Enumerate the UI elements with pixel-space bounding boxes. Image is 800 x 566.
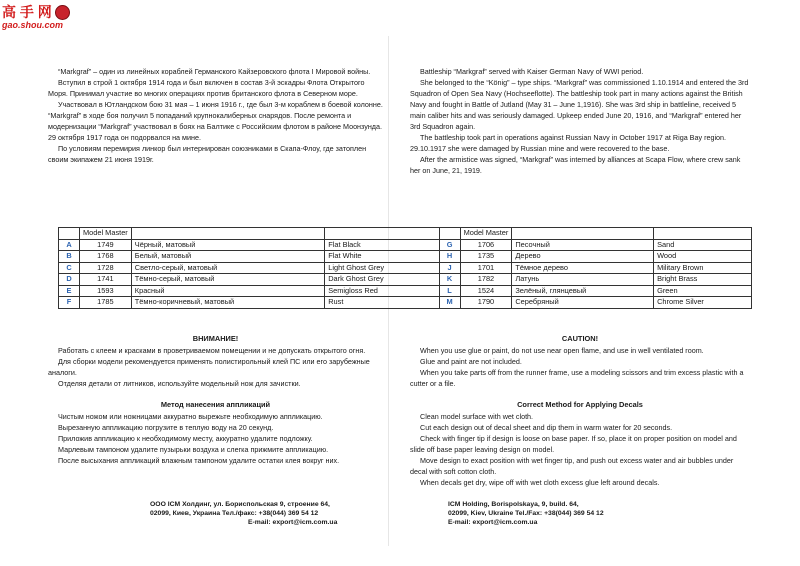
decals-en-line: Check with finger tip if design is loose on base paper. If so, place it on proper position on model and slide off base paper leaving design on model. [410, 434, 737, 454]
table-row [59, 285, 752, 297]
caution-en-title: CAUTION! [561, 334, 599, 343]
russian-history-text [48, 66, 383, 165]
paint-number: 1741 [80, 274, 132, 286]
paint-letter: H [439, 251, 460, 263]
site-watermark [2, 4, 82, 34]
paint-number: 1768 [80, 251, 132, 263]
paint-number: 1524 [460, 285, 512, 297]
paint-name-en: Chrome Silver [654, 297, 752, 309]
table-row [59, 297, 752, 309]
paint-letter: F [59, 297, 80, 309]
ru-paragraph: Участвовал в Ютландском бою 31 мая – 1 июня 1916 г., где был 3-м кораблем в боевой колонне. “Markgraf” в ходе боя получил 5 попаданий крупнокалиберных снарядов. После ремонта и модернизации “Markgraf” участвовал в боях на Балтике с Российским флотом в районе Моонзунда. 29 октября 1917 года он подорвался на мине. [48, 100, 383, 142]
en-paragraph: Battleship “Markgraf” served with Kaiser German Navy of WWI period. [420, 67, 644, 76]
paint-name-ru: Зелёный, глянцевый [512, 285, 654, 297]
paint-name-ru: Песочный [512, 239, 654, 251]
paint-letter: D [59, 274, 80, 286]
paint-name-ru: Белый, матовый [131, 251, 324, 263]
ru-paragraph: “Markgraf” – один из линейных кораблей Германского Кайзеровского флота I Мировой войны. [58, 67, 371, 76]
footer-ru-email: E-mail: export@icm.com.ua [248, 519, 338, 526]
decals-en-line: When decals get dry, wipe off with wet cloth excess glue left around decals. [420, 478, 660, 487]
ru-paragraph: По условиям перемирия линкор был интернирован союзниками в Скапа-Флоу, где затоплен своим экипажем 21 июня 1919г. [48, 144, 367, 164]
watermark-domain: gao.shou.com [2, 20, 64, 30]
column-header-model-master: Model Master [80, 228, 132, 240]
caution-en-line: When you use glue or paint, do not use near open flame, and use in well ventilated room. [420, 346, 704, 355]
column-header-model-master: Model Master [460, 228, 512, 240]
decals-ru-line: Марлевым тампоном удалите пузырьки воздуха и слегка прижмите аппликацию. [58, 445, 329, 454]
paint-name-ru: Латунь [512, 274, 654, 286]
caution-ru-title: ВНИМАНИЕ! [192, 334, 239, 343]
paint-number: 1593 [80, 285, 132, 297]
table-row [59, 251, 752, 263]
footer-en-line: 02099, Kiev, Ukraine Tel./Fax: +38(044) 369 54 12 [448, 510, 604, 517]
paint-letter: J [439, 262, 460, 274]
footer-ru-line: 02099, Киев, Украина Тел./факс: +38(044) 369 54 12 [150, 510, 319, 517]
paint-number: 1728 [80, 262, 132, 274]
paint-name-ru: Дерево [512, 251, 654, 263]
footer-ru-line: ООО ICM Холдинг, ул. Бориспольская 9, строение 64, [150, 501, 330, 508]
paint-name-en: Flat White [325, 251, 439, 263]
paint-name-en: Rust [325, 297, 439, 309]
paint-name-en: Semigloss Red [325, 285, 439, 297]
caution-en-line: Glue and paint are not included. [420, 357, 522, 366]
paint-name-ru: Серебряный [512, 297, 654, 309]
table-row [59, 262, 752, 274]
caution-en-line: When you take parts off from the runner frame, use a modeling scissors and trim excess plastic with a cutter or a file. [410, 368, 744, 388]
paint-name-ru: Светло-серый, матовый [131, 262, 324, 274]
table-row [59, 274, 752, 286]
paint-number: 1706 [460, 239, 512, 251]
paint-number: 1749 [80, 239, 132, 251]
paint-letter: L [439, 285, 460, 297]
paint-letter: K [439, 274, 460, 286]
paint-letter: M [439, 297, 460, 309]
paint-name-en: Green [654, 285, 752, 297]
paint-number: 1782 [460, 274, 512, 286]
en-paragraph: The battleship took part in operations against Russian Navy in October 1917 at Riga Bay region. 29.10.1917 she were damaged by Russian mine and were recovered to the base. [410, 133, 727, 153]
paint-number: 1790 [460, 297, 512, 309]
paint-number: 1785 [80, 297, 132, 309]
footer-ru-address [150, 500, 380, 527]
paint-name-en: Military Brown [654, 262, 752, 274]
table-header-row [59, 228, 752, 240]
paint-name-en: Wood [654, 251, 752, 263]
caution-en-text [410, 345, 750, 389]
decals-ru-line: Приложив аппликацию к необходимому месту, аккуратно удалите подложку. [58, 434, 313, 443]
ball-logo-icon [55, 5, 70, 20]
paint-name-en: Sand [654, 239, 752, 251]
paint-letter: E [59, 285, 80, 297]
caution-ru-line: Работать с клеем и красками в проветриваемом помещении и не допускать открытого огня. [58, 346, 366, 355]
caution-ru-line: Для сборки модели рекомендуется применять полистирольный клей ПС или его зарубежные аналоги. [48, 357, 370, 377]
footer-en-address [448, 500, 678, 527]
paint-name-ru: Тёмно-коричневый, матовый [131, 297, 324, 309]
paint-name-en: Flat Black [325, 239, 439, 251]
decals-en-line: Move design to exact position with wet finger tip, and push out excess water and air bubbles under decal with soft cotton cloth. [410, 456, 734, 476]
paint-letter: C [59, 262, 80, 274]
decals-ru-line: После высыхания аппликаций влажным тампоном удалите остатки клея вокруг них. [58, 456, 340, 465]
paint-name-ru: Чёрный, матовый [131, 239, 324, 251]
en-paragraph: She belonged to the “König” – type ships. “Markgraf” was commissioned 1.10.1914 and entered the 3rd Squadron of Open Sea Navy (Hochseeflotte). The battleship took part in many actions against the British Navy and fought in Battle of Jutland (May 31 – June 1,1916). She was 3rd ship in battleline, received 5 main caliber hits and was seriously damaged. Upkeep ended June 20, 1916, and “Markgraf” entered her 3rd Squadron again. [410, 78, 749, 131]
watermark-cjk-text: 高 手 网 [2, 4, 52, 20]
english-history-text [410, 66, 750, 176]
paint-letter: B [59, 251, 80, 263]
footer-en-email: E-mail: export@icm.com.ua [448, 519, 538, 526]
paint-number: 1735 [460, 251, 512, 263]
decals-ru-line: Вырезанную аппликацию погрузите в теплую воду на 20 секунд. [58, 423, 274, 432]
paint-name-en: Bright Brass [654, 274, 752, 286]
paint-letter: G [439, 239, 460, 251]
footer-en-line: ICM Holding, Borispolskaya, 9, build. 64, [448, 501, 579, 508]
decals-ru-title: Метод нанесения аппликаций [160, 400, 271, 409]
decals-en-line: Cut each design out of decal sheet and dip them in warm water for 20 seconds. [420, 423, 673, 432]
paint-reference-table [58, 227, 752, 309]
caution-ru-text [48, 345, 383, 389]
paint-name-en: Light Ghost Grey [325, 262, 439, 274]
paint-name-ru: Красный [131, 285, 324, 297]
decals-ru-text [48, 411, 383, 466]
paint-number: 1701 [460, 262, 512, 274]
paint-name-ru: Тёмно-серый, матовый [131, 274, 324, 286]
decals-en-line: Clean model surface with wet cloth. [420, 412, 534, 421]
paint-name-en: Dark Ghost Grey [325, 274, 439, 286]
decals-ru-line: Чистым ножом или ножницами аккуратно вырежьте необходимую аппликацию. [58, 412, 323, 421]
ru-paragraph: Вступил в строй 1 октября 1914 года и был включен в состав 3-й эскадры Флота Открытого Моря. Принимал участие во многих операциях против британского флота в Северном море. [48, 78, 365, 98]
en-paragraph: After the armistice was signed, “Markgraf” was interned by alliances at Scapa Flow, where crew sank her on June, 21, 1919. [410, 155, 741, 175]
table-row [59, 239, 752, 251]
decals-en-text [410, 411, 750, 488]
paint-letter: A [59, 239, 80, 251]
caution-ru-line: Отделяя детали от литников, используйте модельный нож для зачистки. [58, 379, 301, 388]
paint-name-ru: Тёмное дерево [512, 262, 654, 274]
decals-en-title: Correct Method for Applying Decals [517, 400, 643, 409]
